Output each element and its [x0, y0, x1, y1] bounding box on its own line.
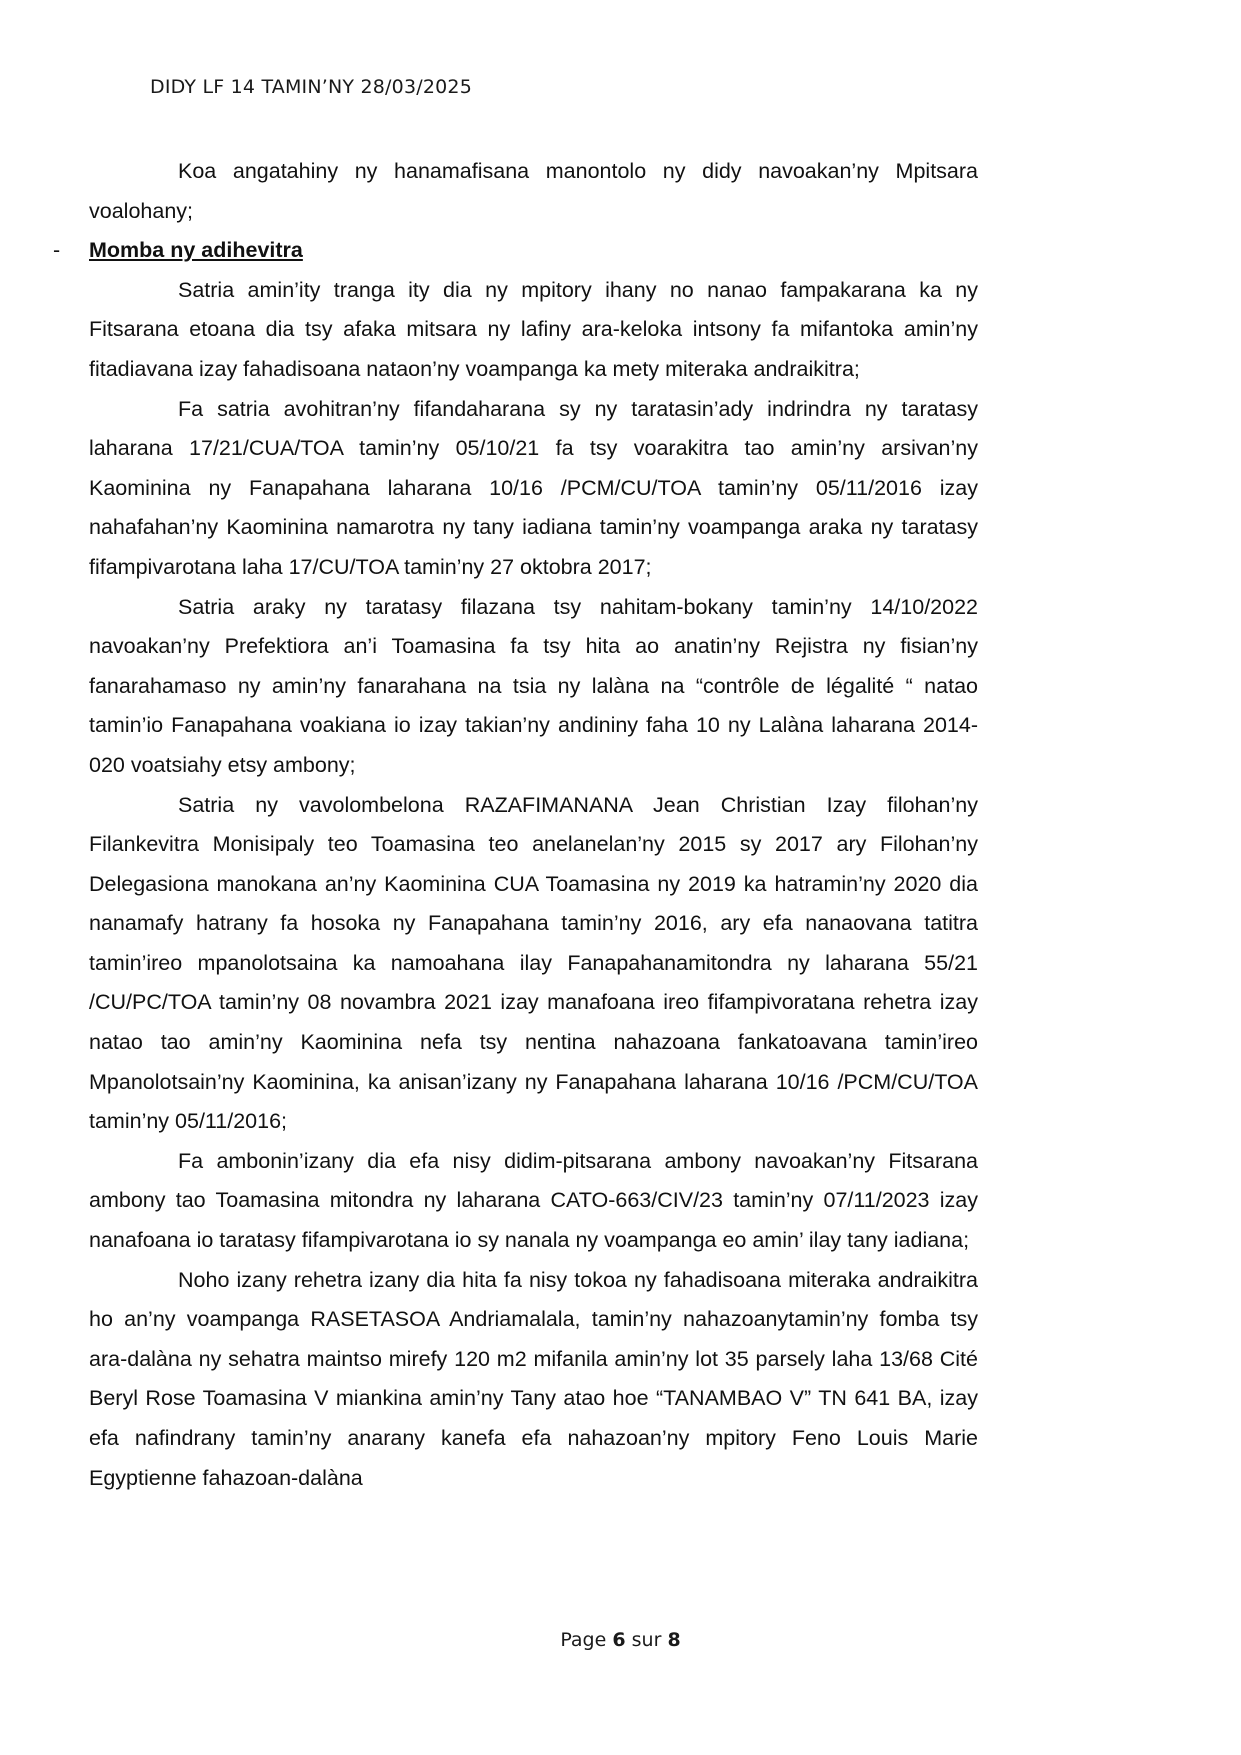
paragraph-1: Koa angatahiny ny hanamafisana manontolo ny didy navoakan’ny Mpitsara voalohany;: [89, 159, 978, 223]
total-pages-number: 8: [667, 1629, 681, 1651]
page-footer: [0, 1629, 1241, 1651]
document-body: [53, 152, 978, 1498]
paragraph-7: Noho izany rehetra izany dia hita fa nisy tokoa ny fahadisoana miteraka andraikitra ho an’ny voampanga RASETASOA Andriamalala, tamin’ny nahazoanytamin’ny fomba tsy ara-dalàna ny sehatra maintso mirefy 120 m2 mifanila amin’ny lot 35 parsely laha 13/68 Cité Beryl Rose Toamasina V miankina amin’ny Tany atao hoe “TANAMBAO V” TN 641 BA, izay efa nafindrany tamin’ny anarany kanefa efa nahazoan’ny mpitory Feno Louis Marie Egyptienne fahazoan-dalàna: [89, 1267, 978, 1490]
current-page-number: 6: [612, 1629, 626, 1651]
section-heading: [53, 231, 978, 271]
footer-prefix: Page: [560, 1629, 613, 1651]
document-header: DIDY LF 14 TAMIN’NY 28/03/2025: [150, 76, 472, 98]
paragraph-3: Fa satria avohitran’ny fifandaharana sy ny taratasin’ady indrindra ny taratasy laharana 17/21/CUA/TOA tamin’ny 05/10/21 fa tsy voarakitra tao amin’ny arsivan’ny Kaominina ny Fanapahana laharana 10/16 /PCM/CU/TOA tamin’ny 05/11/2016 izay nahafahan’ny Kaominina namarotra ny tany iadiana tamin’ny voampanga araka ny taratasy fifampivarotana laha 17/CU/TOA tamin’ny 27 oktobra 2017;: [89, 396, 978, 579]
paragraph-6: Fa ambonin’izany dia efa nisy didim-pitsarana ambony navoakan’ny Fitsarana ambony tao Toamasina mitondra ny laharana CATO-663/CIV/23 tamin’ny 07/11/2023 izay nanafoana io taratasy fifampivarotana io sy nanala ny voampanga eo amin’ ilay tany iadiana;: [89, 1148, 978, 1253]
footer-separator: sur: [625, 1629, 668, 1651]
section-heading-text: Momba ny adihevitra: [89, 238, 303, 263]
paragraph-2: Satria amin’ity tranga ity dia ny mpitory ihany no nanao fampakarana ka ny Fitsarana etoana dia tsy afaka mitsara ny lafiny ara-keloka intsony fa mifantoka amin’ny fitadiavana izay fahadisoana nataon’ny voampanga ka mety miteraka andraikitra;: [89, 277, 978, 381]
paragraph-4: Satria araky ny taratasy filazana tsy nahitam-bokany tamin’ny 14/10/2022 navoakan’ny Prefektiora an’i Toamasina fa tsy hita ao anatin’ny Rejistra ny fisian’ny fanarahamaso ny amin’ny fanarahana na tsia ny lalàna na “contrôle de légalité “ natao tamin’io Fanapahana voakiana io izay takian’ny andininy faha 10 ny Lalàna laharana 2014-020 voatsiahy etsy ambony;: [89, 594, 978, 777]
section-bullet: -: [53, 238, 61, 263]
paragraph-5: Satria ny vavolombelona RAZAFIMANANA Jean Christian Izay filohan’ny Filankevitra Monisipaly teo Toamasina teo anelanelan’ny 2015 sy 2017 ary Filohan’ny Delegasiona manokana an’ny Kaominina CUA Toamasina ny 2019 ka hatramin’ny 2020 dia nanamafy hatrany fa hosoka ny Fanapahana tamin’ny 2016, ary efa nanaovana tatitra tamin’ireo mpanolotsaina ka namoahana ilay Fanapahanamitondra ny laharana 55/21 /CU/PC/TOA tamin’ny 08 novambra 2021 izay manafoana ireo fifampivoratana rehetra izay natao tao amin’ny Kaominina nefa tsy nentina nahazoana fankatoavana tamin’ireo Mpanolotsain’ny Kaominina, ka anisan’izany ny Fanapahana laharana 10/16 /PCM/CU/TOA tamin’ny 05/11/2016;: [89, 792, 978, 1134]
